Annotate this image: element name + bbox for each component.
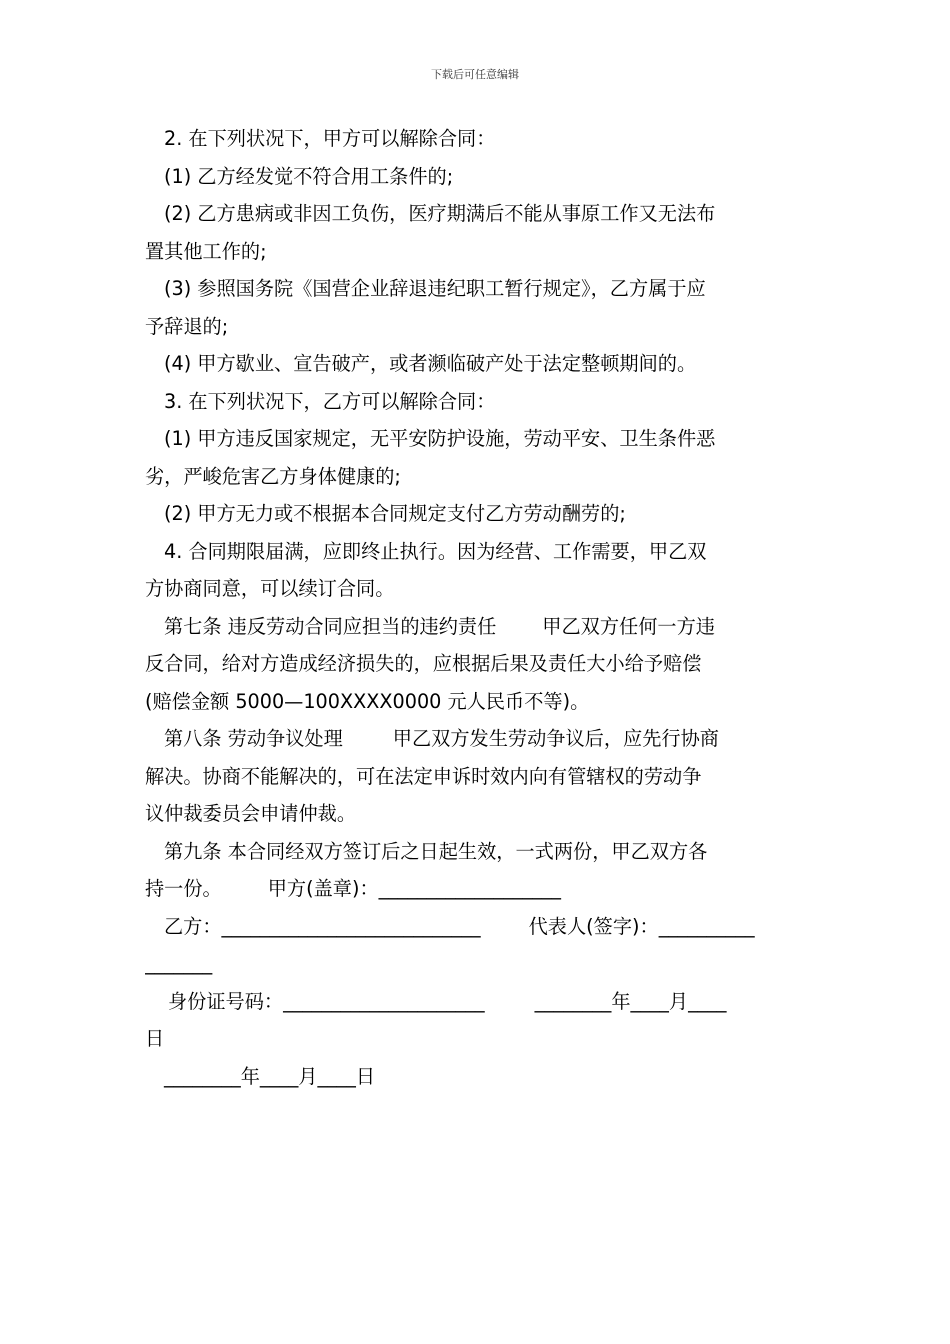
date-field-2: ________年____月____日 <box>164 1064 376 1088</box>
id-number-line <box>145 983 807 1021</box>
article-8-line-3: 议仲裁委员会申请仲裁。 <box>145 802 357 825</box>
article-9-line-1: 第九条 本合同经双方签订后之日起生效，一式两份，甲乙双方各 <box>164 839 708 863</box>
article-8-line-1 <box>145 720 807 758</box>
party-b-field: 乙方：___________________________ <box>164 914 481 938</box>
clause-4-line-1: 4. 合同期限届满，应即终止执行。因为经营、工作需要，甲乙双 <box>164 539 707 563</box>
clause-2-item-2-line-2: 置其他工作的; <box>145 239 267 263</box>
id-number-field: 身份证号码：_____________________ <box>168 989 485 1013</box>
article-7-line-3: (赔偿金额 5000—100XXXX0000 元人民币不等)。 <box>145 689 590 713</box>
clause-2-item-2-line-1: (2) 乙方患病或非因工负伤，医疗期满后不能从事原工作又无法布 <box>164 202 716 225</box>
article-9-line-2 <box>145 870 807 908</box>
article-9-text-end: 持一份。 <box>145 877 222 900</box>
party-a-seal-field: 甲方(盖章)：___________________ <box>267 877 561 900</box>
article-7-title: 第七条 违反劳动合同应担当的违约责任 <box>164 614 497 638</box>
clause-3-item-1-line-2: 劣，严峻危害乙方身体健康的; <box>145 464 401 488</box>
signature-line <box>145 908 807 946</box>
article-8-title: 第八条 劳动争议处理 <box>164 727 343 750</box>
page-header: 下载后可任意编辑 <box>431 68 519 81</box>
article-7-text-start: 甲乙双方任何一方违 <box>542 614 715 638</box>
clause-3-heading: 3. 在下列状况下，乙方可以解除合同： <box>164 389 496 413</box>
document-body <box>145 120 807 1095</box>
representative-signature-field-continued: _______ <box>145 952 213 975</box>
clause-3-item-2: (2) 甲方无力或不根据本合同规定支付乙方劳动酬劳的; <box>164 502 626 525</box>
date-field-1-day: 日 <box>145 1027 165 1050</box>
date-field-1: ________年____月____ <box>534 989 727 1013</box>
article-7-line-2: 反合同，给对方造成经济损失的，应根据后果及责任大小给予赔偿 <box>145 652 702 675</box>
article-7-line-1 <box>145 608 807 646</box>
article-8-line-2: 解决。协商不能解决的，可在法定申诉时效内向有管辖权的劳动争 <box>145 764 702 788</box>
clause-2-item-4: (4) 甲方歇业、宣告破产，或者濒临破产处于法定整顿期间的。 <box>164 352 697 375</box>
article-8-text-start: 甲乙双方发生劳动争议后，应先行协商 <box>392 727 719 750</box>
clause-3-item-1-line-1: (1) 甲方违反国家规定，无平安防护设施，劳动平安、卫生条件恶 <box>164 427 716 450</box>
clause-2-item-1: (1) 乙方经发觉不符合用工条件的; <box>164 164 454 188</box>
clause-4-line-2: 方协商同意，可以续订合同。 <box>145 577 395 600</box>
representative-signature-field: 代表人(签字)：__________ <box>528 914 755 938</box>
clause-2-item-3-line-1: (3) 参照国务院《国营企业辞退违纪职工暂行规定》，乙方属于应 <box>164 277 706 300</box>
clause-2-item-3-line-2: 予辞退的; <box>145 314 229 338</box>
clause-2-heading: 2. 在下列状况下，甲方可以解除合同： <box>164 127 496 150</box>
